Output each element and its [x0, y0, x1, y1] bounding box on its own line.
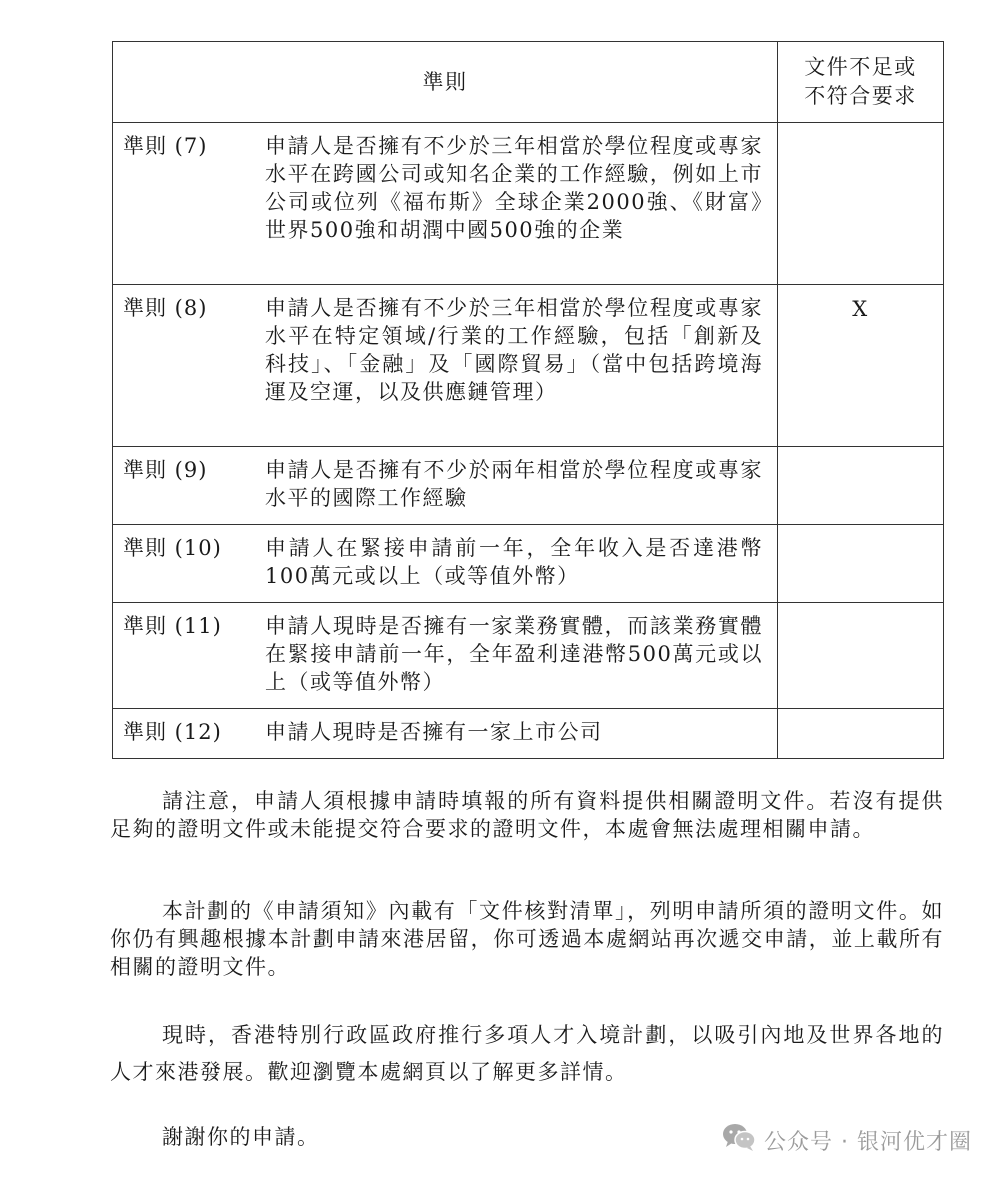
- wechat-icon: [722, 1122, 756, 1158]
- talent-schemes-paragraph: 現時，香港特別行政區政府推行多項人才入境計劃，以吸引內地及世界各地的人才來港發展。歡迎瀏覽本處網頁以了解更多詳情。: [110, 1023, 944, 1084]
- criterion-mark: [778, 603, 944, 709]
- criterion-mark: [778, 447, 944, 525]
- closing-paragraph: 謝謝你的申請。: [162, 1125, 320, 1149]
- criterion-description: 申請人現時是否擁有一家上市公司: [265, 720, 603, 744]
- table-row: [113, 447, 944, 525]
- watermark: [722, 1122, 972, 1158]
- criterion-cell: [113, 709, 778, 759]
- criterion-description: 申請人現時是否擁有一家業務實體，而該業務實體在緊接申請前一年，全年盈利達港幣500萬元或以上（或等值外幣）: [265, 614, 763, 694]
- notice-paragraph: 請注意，申請人須根據申請時填報的所有資料提供相關證明文件。若沒有提供足夠的證明文件或未能提交符合要求的證明文件，本處會無法處理相關申請。: [110, 789, 944, 841]
- criterion-cell: [113, 525, 778, 603]
- table-row: [113, 525, 944, 603]
- table-header-row: [113, 42, 944, 123]
- table-row: [113, 285, 944, 447]
- criterion-description: 申請人是否擁有不少於兩年相當於學位程度或專家水平的國際工作經驗: [265, 458, 763, 510]
- table-row: [113, 709, 944, 759]
- criterion-description: 申請人是否擁有不少於三年相當於學位程度或專家水平在跨國公司或知名企業的工作經驗，例如上市公司或位列《福布斯》全球企業2000強、《財富》世界500強和胡潤中國500強的企業: [265, 134, 763, 242]
- criterion-code: 準則 (10): [123, 536, 222, 560]
- criterion-code: 準則 (7): [123, 134, 208, 158]
- table-row: [113, 603, 944, 709]
- criterion-mark: X: [778, 285, 944, 447]
- header-criteria: 準則: [113, 42, 778, 123]
- criterion-cell: [113, 447, 778, 525]
- criterion-code: 準則 (12): [123, 720, 222, 744]
- header-insufficient-line2: 不符合要求: [804, 84, 917, 108]
- criterion-description: 申請人在緊接申請前一年，全年收入是否達港幣100萬元或以上（或等值外幣）: [265, 536, 763, 588]
- criterion-description: 申請人是否擁有不少於三年相當於學位程度或專家水平在特定領域/行業的工作經驗，包括「創新及科技」、「金融」及「國際貿易」（當中包括跨境海運及空運，以及供應鏈管理）: [265, 296, 763, 404]
- criterion-code: 準則 (8): [123, 296, 208, 320]
- criterion-mark: [778, 123, 944, 285]
- criterion-cell: [113, 603, 778, 709]
- header-insufficient: [778, 42, 944, 123]
- criteria-table: [112, 41, 944, 759]
- header-insufficient-line1: 文件不足或: [804, 55, 917, 79]
- criterion-cell: [113, 123, 778, 285]
- criterion-code: 準則 (11): [123, 614, 222, 638]
- watermark-text: 公众号 · 银河优才圈: [764, 1129, 972, 1155]
- checklist-paragraph: 本計劃的《申請須知》內載有「文件核對清單」，列明申請所須的證明文件。如你仍有興趣根據本計劃申請來港居留，你可透過本處網站再次遞交申請，並上載所有相關的證明文件。: [110, 899, 944, 979]
- criterion-code: 準則 (9): [123, 458, 208, 482]
- criterion-cell: [113, 285, 778, 447]
- criterion-mark: [778, 525, 944, 603]
- criterion-mark: [778, 709, 944, 759]
- table-row: [113, 123, 944, 285]
